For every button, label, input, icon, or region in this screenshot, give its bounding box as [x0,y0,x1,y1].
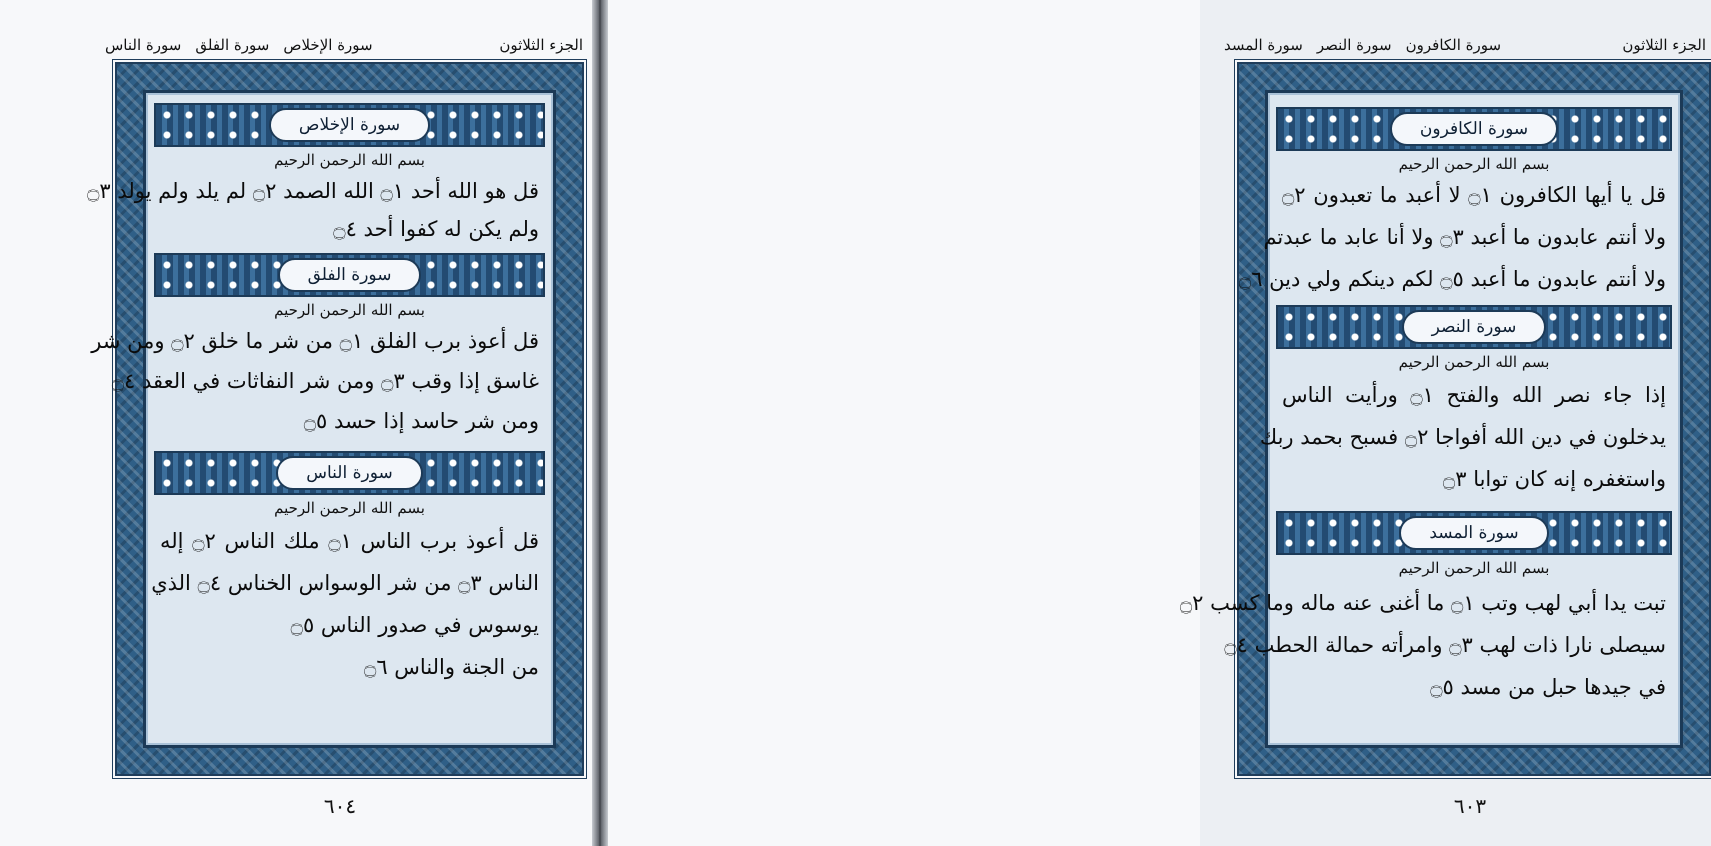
verse-line: من الجنة والناس ۝٦ [364,655,539,679]
surah-banner [1276,511,1672,555]
juz-label: الجزء الثلاثون [1622,36,1706,54]
verse-line: ولا أنتم عابدون ما أعبد ۝٣ ولا أنا عابد ما عبدتم [1263,225,1666,249]
verse-line: إذا جاء نصر الله والفتح ۝١ ورأيت الناس [1282,383,1666,407]
surah-banner [1276,305,1672,349]
right-page [600,0,1706,846]
juz-label: الجزء الثلاثون [499,36,583,54]
header-surah: سورة المسد [1224,36,1303,54]
verse-line: غاسق إذا وقب ۝٣ ومن شر النفاثات في العقد ۝٤ [111,369,539,393]
header-surah: سورة الكافرون [1405,36,1502,54]
verse-line: واستغفره إنه كان توابا ۝٣ [1442,467,1666,491]
basmala: بسم الله الرحمن الرحيم [274,151,425,169]
verse-line: سيصلى نارا ذات لهب ۝٣ وامرأته حمالة الحطب ۝٤ [1224,633,1666,657]
basmala: بسم الله الرحمن الرحيم [274,499,425,517]
text-panel [1179,90,1683,748]
header-surah: سورة الإخلاص [283,36,373,54]
verse-line: يدخلون في دين الله أفواجا ۝٢ فسبح بحمد ربك [1259,425,1666,449]
book-gutter [592,0,608,846]
verse-line: ولم يكن له كفوا أحد ۝٤ [333,217,539,241]
verse-line: الناس ۝٣ من شر الوسواس الخناس ۝٤ الذي [151,571,539,595]
verse-line: يوسوس في صدور الناس ۝٥ [290,613,539,637]
verse-line: ولا أنتم عابدون ما أعبد ۝٥ لكم دينكم ولي دين ۝٦ [1238,267,1666,291]
page-number: ٦٠٤ [323,794,357,818]
header-surah: سورة الناس [105,36,182,54]
surah-title: سورة الإخلاص [269,108,430,142]
verse-line: قل هو الله أحد ۝١ الله الصمد ۝٢ لم يلد ولم يولد ۝٣ [87,179,539,203]
verse-line: قل يا أيها الكافرون ۝١ لا أعبد ما تعبدون ۝٢ [1282,183,1667,207]
verse-line: ومن شر حاسد إذا حسد ۝٥ [303,409,539,433]
text-panel [87,90,556,748]
basmala: بسم الله الرحمن الرحيم [1398,353,1550,371]
surah-banner [1276,107,1672,151]
verse-line: في جيدها حبل من مسد ۝٥ [1430,675,1666,699]
verse-line: قل أعوذ برب الفلق ۝١ من شر ما خلق ۝٢ ومن شر [91,329,539,353]
basmala: بسم الله الرحمن الرحيم [274,301,425,319]
surah-banner [154,253,545,297]
running-header [1224,30,1706,60]
header-surah: سورة الفلق [195,36,270,54]
surah-banner [154,103,545,147]
surah-title: سورة النصر [1402,310,1547,344]
page-number: ٦٠٣ [1453,794,1487,818]
surah-title: سورة الناس [276,456,423,490]
header-surah: سورة النصر [1316,36,1392,54]
basmala: بسم الله الرحمن الرحيم [1398,559,1550,577]
basmala: بسم الله الرحمن الرحيم [1398,155,1550,173]
verse-line: قل أعوذ برب الناس ۝١ ملك الناس ۝٢ إله [160,529,540,553]
surah-banner [154,451,545,495]
ornamental-frame [87,62,584,776]
surah-title: سورة المسد [1399,516,1548,550]
surah-title: سورة الفلق [278,258,422,292]
left-page [0,0,600,846]
running-header [105,30,583,60]
verse-line: تبت يدا أبي لهب وتب ۝١ ما أغنى عنه ماله وما كسب ۝٢ [1179,591,1666,615]
ornamental-frame [1179,62,1711,776]
surah-title: سورة الكافرون [1390,112,1558,146]
